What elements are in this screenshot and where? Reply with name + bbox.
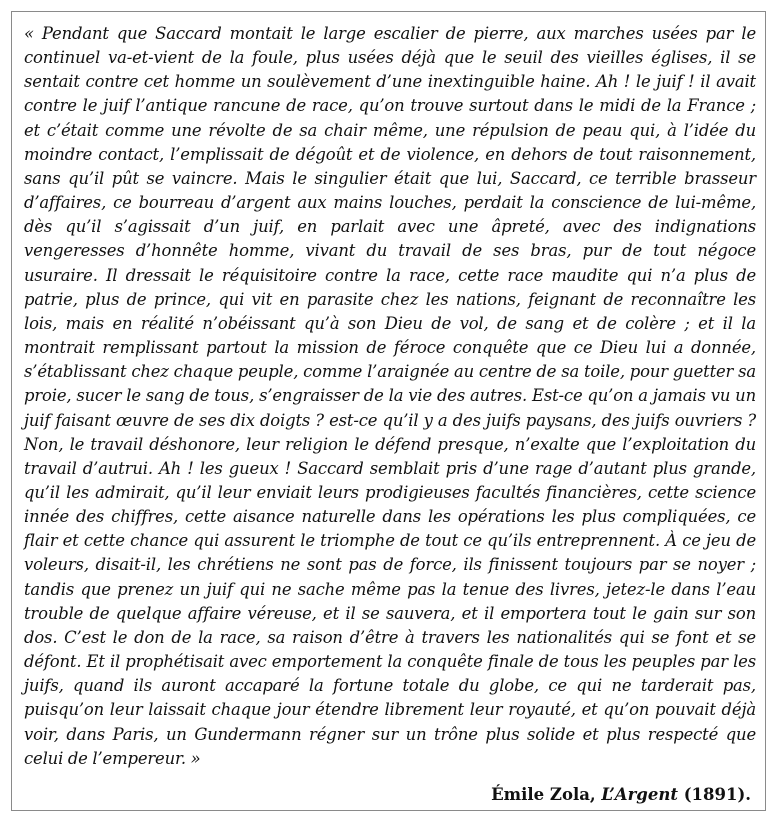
attribution-year: (1891). [677, 785, 751, 804]
attribution-author: Émile Zola, [491, 785, 602, 804]
quote-text: « Pendant que Saccard montait le large escalier de pierre, aux marches usées par le continuel va-et-vient de la foule, plus usées déjà que le seuil des vieilles églises, il se sentait contre cet homme un soulèvement d’une inextinguible haine. Ah ! le juif ! il avait contre le juif l’antique rancune de race, qu’on trouve surtout dans le midi de la France ; et c’était comme une révolte de sa chair même, une répulsion de peau qui, à l’idée du moindre contact, l’emplissait de dégoût et de violence, en dehors de tout raisonnement, sans qu’il pût se vaincre. Mais le singulier était que lui, Saccard, ce terrible brasseur d’affaires, ce bourreau d’argent aux mains louches, perdait la conscience de lui-même, dès qu’il s’agissait d’un juif, en parlait avec une âpreté, avec des indignations vengeresses d’honnête homme, vivant du travail de ses bras, pur de tout négoce usuraire. Il dressait le réquisitoire contre la race, cette race maudite qui n’a plus de patrie, plus de prince, qui vit en parasite chez les nations, feignant de reconnaître les lois, mais en réalité n’obéissant qu’à son Dieu de vol, de sang et de colère ; et il la montrait remplissant partout la mission de féroce conquête que ce Dieu lui a donnée, s’établissant chez chaque peuple, comme l’araignée au centre de sa toile, pour guetter sa proie, sucer le sang de tous, s’engraisser de la vie des autres. Est-ce qu’on a jamais vu un juif faisant œuvre de ses dix doigts ? est-ce qu’il y a des juifs paysans, des juifs ouvriers ? Non, le travail déshonore, leur religion le défend presque, n’exalte que l’exploitation du travail d’autrui. Ah ! les gueux ! Saccard semblait pris d’une rage d’autant plus grande, qu’il les admirait, qu’il leur enviait leurs prodigieuses facultés financières, cette science innée des chiffres, cette aisance naturelle dans les opérations les plus compliquées, ce flair et cette chance qui assurent le triomphe de tout ce qu’ils entreprennent. À ce jeu de voleurs, disait-il, les chrétiens ne sont pas de force, ils finissent toujours par se noyer ; tandis que prenez un juif qui ne sache même pas la tenue des livres, jetez-le dans l’eau trouble de quelque affaire véreuse, et il se sauvera, et il emportera tout le gain sur son dos. C’est le don de la race, sa raison d’être à travers les nationalités qui se font et se défont. Et il prophétisait avec emportement la conquête finale de tous les peuples par les juifs, quand ils auront accaparé la fortune totale du globe, ce qui ne tarderait pas, puisqu’on leur laissait chaque jour étendre librement leur royauté, et qu’on pouvait déjà voir, dans Paris, un Gundermann régner sur un trône plus solide et plus respecté que celui de l’empereur. » [24, 24, 756, 768]
attribution-work-title: L’Argent [601, 785, 678, 804]
quote-box [11, 11, 766, 811]
attribution [491, 785, 751, 804]
